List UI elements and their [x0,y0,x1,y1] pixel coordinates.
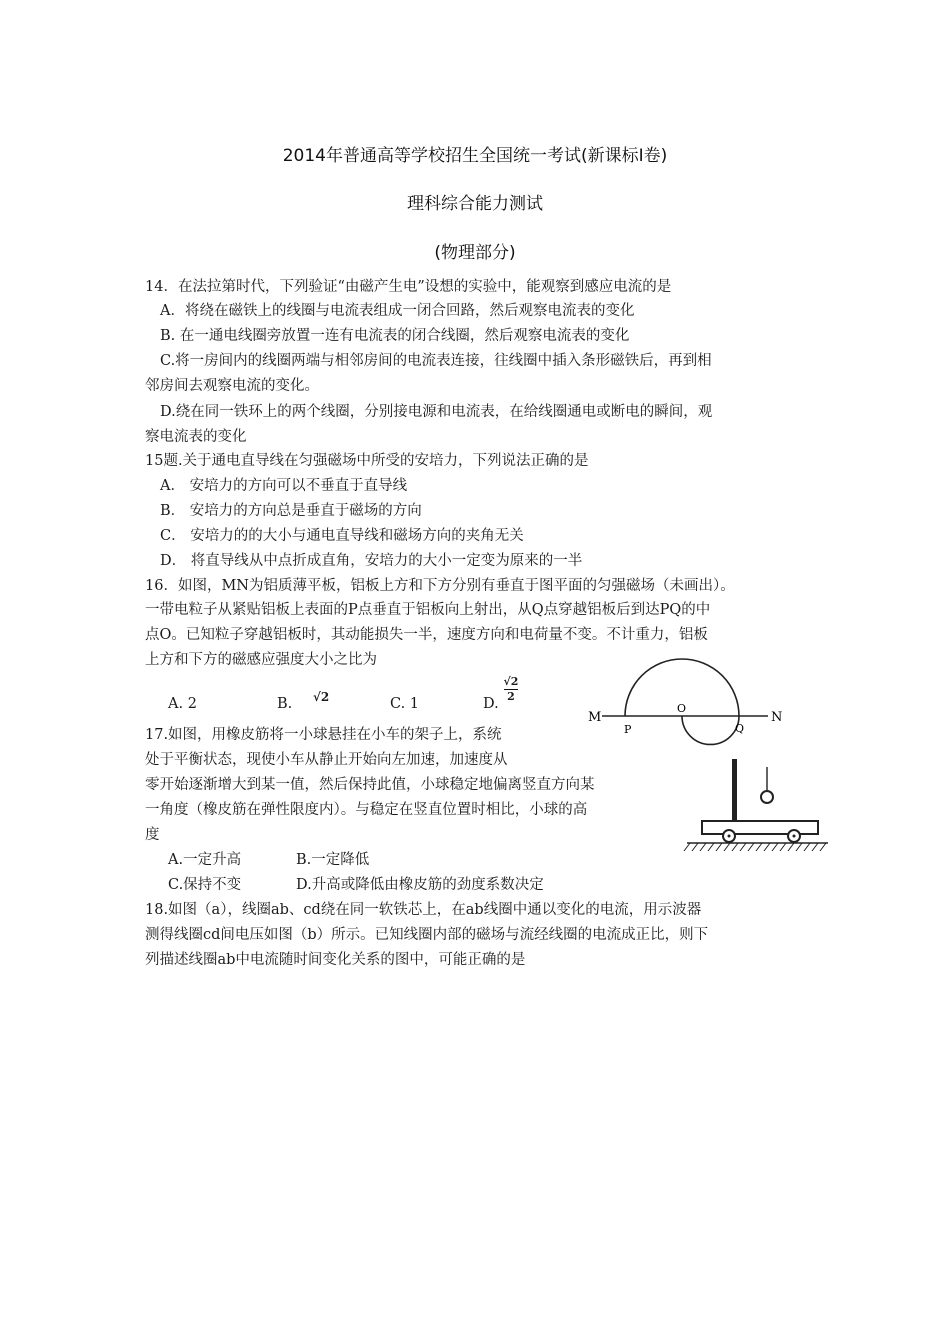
question-18-line-1: 18.如图（a），线圈ab、cd绕在同一软铁芯上，在ab线圈中通以变化的电流，用示波器 [145,902,702,918]
question-17-line-1: 17.如图，用橡皮筋将一小球悬挂在小车的架子上，系统 [145,727,502,743]
page-title: 2014年普通高等学校招生全国统一考试(新课标Ⅰ卷) [282,146,668,166]
question-17-figure [682,755,830,860]
question-17-option-b: B.一定降低 [296,852,370,868]
question-16-line-3: 点O。已知粒子穿越铝板时，其动能损失一半，速度方向和电荷量不变。不计重力，铝板 [145,627,708,643]
question-17-line-3: 零开始逐渐增大到某一值，然后保持此值，小球稳定地偏离竖直方向某 [145,777,595,793]
question-15-stem: 15题.关于通电直导线在匀强磁场中所受的安培力，下列说法正确的是 [145,453,589,469]
label-n: N [771,710,783,725]
question-17-line-4: 一角度（橡皮筋在弹性限度内）。与稳定在竖直位置时相比，小球的高 [145,802,588,818]
page-subtitle: 理科综合能力测试 [407,194,543,214]
question-16-option-b-value: √2 [313,690,330,704]
question-18-line-2: 测得线圈cd间电压如图（b）所示。已知线圈内部的磁场与流经线圈的电流成正比，则下 [145,927,709,943]
lower-trajectory-arc [682,716,739,744]
question-16-line-4: 上方和下方的磁感应强度大小之比为 [145,652,377,668]
question-16-line-2: 一带电粒子从紧贴铝板上表面的P点垂直于铝板向上射出，从Q点穿越铝板后到达PQ的中 [145,602,711,618]
fraction-numerator: √2 [503,675,519,688]
question-14-option-d-cont: 察电流表的变化 [145,429,247,445]
question-14-option-a: A．将绕在磁铁上的线圈与电流表组成一闭合回路，然后观察电流表的变化 [160,303,635,319]
ball [761,791,773,803]
question-16-option-a: A. 2 [168,696,197,712]
question-17-option-a: A.一定升高 [168,852,242,868]
question-16-line-1: 16．如图，MN为铝质薄平板，铝板上方和下方分别有垂直于图平面的匀强磁场（未画出）。 [145,578,735,594]
question-15-option-c: C． 安培力的的大小与通电直导线和磁场方向的夹角无关 [160,528,524,544]
question-16-option-b-label: B. [277,696,293,712]
cart-body [702,821,818,834]
ground-hatching [684,843,826,851]
question-14-stem: 14．在法拉第时代，下列验证“由磁产生电”设想的实验中，能观察到感应电流的是 [145,279,672,295]
question-18-line-3: 列描述线圈ab中电流随时间变化关系的图中，可能正确的是 [145,952,526,968]
question-16-figure [585,650,795,760]
label-p: P [624,723,632,736]
cart-wheel-left-axle [728,835,731,838]
question-15-option-a: A． 安培力的方向可以不垂直于直导线 [160,478,408,494]
question-14-option-c-cont: 邻房间去观察电流的变化。 [145,378,319,394]
question-15-option-b: B． 安培力的方向总是垂直于磁场的方向 [160,503,422,519]
question-17-option-c: C.保持不变 [168,877,242,893]
question-17-line-2: 处于平衡状态，现使小车从静止开始向左加速，加速度从 [145,752,508,768]
cart-wheel-right-axle [793,835,796,838]
question-17-line-5: 度 [145,827,160,843]
question-16-option-c: C. 1 [390,696,420,712]
question-16-option-d-label: D. [483,696,499,712]
question-14-option-c: C.将一房间内的线圈两端与相邻房间的电流表连接，往线圈中插入条形磁铁后，再到相 [160,353,712,369]
label-q: Q [735,722,745,735]
label-o: O [677,702,687,715]
question-14-option-b: B. 在一通电线圈旁放置一连有电流表的闭合线圈，然后观察电流表的变化 [160,328,630,344]
question-14-option-d: D.绕在同一铁环上的两个线圈，分别接电源和电流表，在给线圈通电或断电的瞬间，观 [160,404,713,420]
cart-pole [732,759,737,821]
question-15-option-d: D． 将直导线从中点折成直角，安培力的大小一定变为原来的一半 [160,553,583,569]
fraction-denominator: 2 [507,690,515,703]
section-title: (物理部分) [434,243,516,263]
label-m: M [588,710,602,725]
question-16-option-d-fraction [501,676,521,703]
question-17-option-d: D.升高或降低由橡皮筋的劲度系数决定 [296,877,544,893]
